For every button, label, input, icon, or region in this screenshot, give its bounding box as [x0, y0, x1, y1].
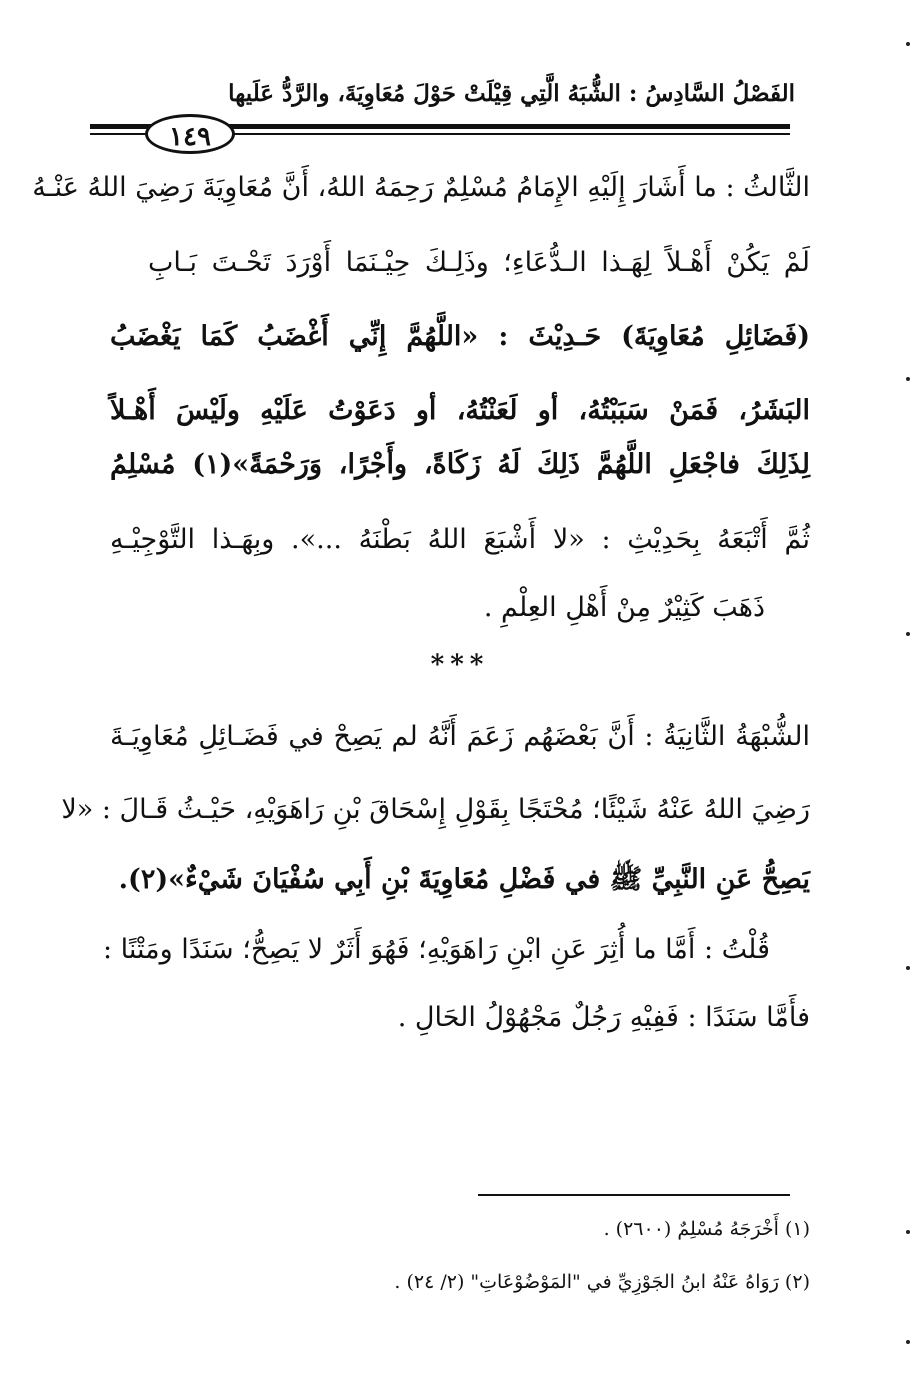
scan-mark: [906, 377, 910, 381]
text-line: الثَّالثُ : ما أَشَارَ إِلَيْهِ الإِمَامُ مُسْلِمٌ رَحِمَهُ اللهُ، أَنَّ مُعَاوِيَةَ رَضِيَ اللهُ عَنْـهُ: [32, 172, 810, 203]
text-line: البَشَرُ، فَمَنْ سَبَبْتُهُ، أو لَعَنْتُهُ، أو دَعَوْتُ عَلَيْهِ ولَيْسَ أَهْـلاً: [110, 395, 810, 426]
text-line: لِذَلِكَ فاجْعَلِ اللَّهُمَّ ذَلِكَ لَهُ زَكَاةً، وأَجْرًا، وَرَحْمَةً»(١) مُسْلِمُ: [110, 449, 810, 480]
text-line: ثُمَّ أَتْبَعَهُ بِحَدِيْثِ : «لا أَشْبَعَ اللهُ بَطْنَهُ ...». وبِهَـذا التَّوْجِيْـهِ: [110, 524, 810, 555]
footnote-1: (١) أَخْرَجَهُ مُسْلِمٌ (٢٦٠٠) .: [603, 1218, 810, 1240]
text-line: يَصِحُّ عَنِ النَّبِيِّ ﷺ في فَضْلِ مُعَاوِيَةَ بْنِ أَبِي سُفْيَانَ شَيْءٌ»(٢).: [118, 864, 810, 895]
text-line: لَمْ يَكُنْ أَهْـلاً لِهَـذا الـدُّعَاءِ؛ وذَلِـكَ حِيْـنَمَا أَوْرَدَ تَحْـتَ بَـابِ: [148, 247, 810, 278]
text-line: الشُّبْهَةُ الثَّانِيَةُ : أَنَّ بَعْضَهُم زَعَمَ أَنَّهُ لم يَصِحْ في فَضَـائِلِ مُعَاوِيَـةَ: [110, 721, 810, 752]
footnote-2: (٢) رَوَاهُ عَنْهُ ابنُ الجَوْزِيِّ في "المَوْضُوْعَاتِ" (٢/ ٢٤) .: [394, 1271, 810, 1293]
scan-mark: [906, 632, 910, 636]
chapter-header-title: الفَصْلُ السَّادِسُ : الشُّبَهُ الَّتِي قِيْلَتْ حَوْلَ مُعَاوِيَةَ، والرَّدُّ عَلَيها: [228, 80, 795, 107]
section-separator: ***: [430, 650, 490, 680]
footnote-rule: [478, 1194, 790, 1196]
scan-mark: [906, 1230, 910, 1234]
text-line: قُلْتُ : أَمَّا ما أُثِرَ عَنِ ابْنِ رَاهَوَيْهِ؛ فَهُوَ أَثَرٌ لا يَصِحُّ؛ سَنَدًا ومَتْنًا :: [102, 934, 770, 965]
text-line: فأَمَّا سَنَدًا : فَفِيْهِ رَجُلٌ مَجْهُوْلُ الحَالِ .: [397, 1002, 810, 1033]
text-line: (فَضَائِلِ مُعَاوِيَةَ) حَـدِيْثَ : «اللَّهُمَّ إِنِّي أَغْضَبُ كَمَا يَغْضَبُ: [110, 321, 810, 352]
scan-mark: [906, 1340, 910, 1344]
page-number: ١٤٩: [145, 114, 235, 154]
text-line: ذَهَبَ كَثِيْرٌ مِنْ أَهْلِ العِلْمِ .: [483, 592, 765, 623]
text-line: رَضِيَ اللهُ عَنْهُ شَيْئًا؛ مُحْتَجًا بِقَوْلِ إِسْحَاقَ بْنِ رَاهَوَيْهِ، حَيْـثُ قَـالَ : «لا: [61, 794, 810, 825]
scan-mark: [906, 42, 910, 46]
scan-mark: [906, 966, 910, 970]
